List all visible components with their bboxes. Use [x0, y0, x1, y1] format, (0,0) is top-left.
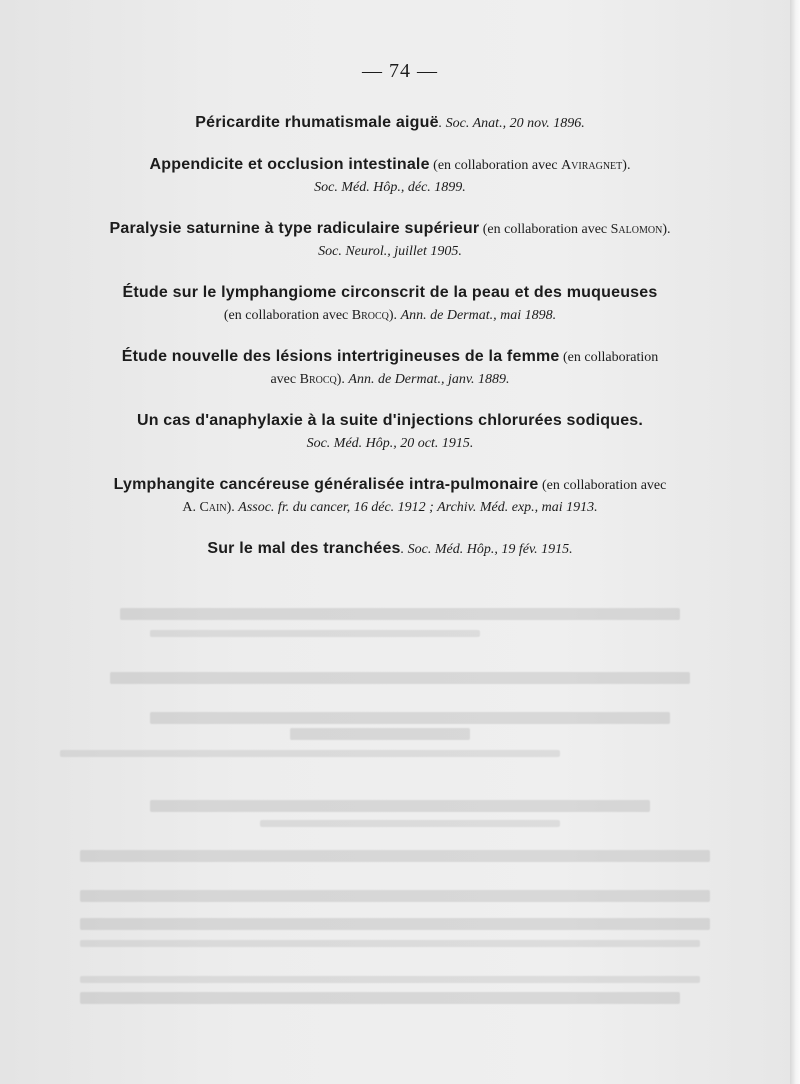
entry-note-end: ). — [622, 158, 631, 173]
entry-note-end: ). — [662, 222, 671, 237]
bibliography-entry — [60, 154, 720, 199]
entry-note-end: ). — [336, 372, 349, 387]
entry-note: (en collaboration avec — [429, 158, 562, 173]
bleed-through-background — [0, 600, 800, 1040]
bibliography-entry — [60, 474, 720, 519]
bibliography-entry — [60, 218, 720, 263]
entry-reference: Ann. de Dermat., janv. 1889. — [348, 372, 510, 387]
bibliography-entry — [60, 410, 720, 455]
entry-note-2: A. — [182, 500, 200, 515]
entry-title: Un cas d'anaphylaxie à la suite d'injections chlorurées sodiques. — [136, 412, 644, 429]
entry-reference: . Soc. Méd. Hôp., 19 fév. 1915. — [400, 542, 573, 557]
bibliography-entry — [60, 282, 720, 327]
bibliography-entry — [60, 538, 720, 561]
entry-note-end: ). — [388, 308, 401, 323]
entry-reference: Ann. de Dermat., mai 1898. — [400, 308, 557, 323]
entry-note-2: avec — [270, 372, 300, 387]
entry-reference: Soc. Méd. Hôp., déc. 1899. — [314, 180, 466, 195]
entry-title: Appendicite et occlusion intestinale — [149, 156, 430, 173]
entry-note: (en collaboration avec — [223, 308, 352, 323]
entry-title: Paralysie saturnine à type radiculaire supérieur — [109, 220, 480, 237]
entry-note-end: ). — [226, 500, 239, 515]
entry-coauthor: Brocq — [351, 308, 389, 323]
entry-title: Lymphangite cancéreuse généralisée intra-pulmonaire — [113, 476, 539, 493]
entry-reference: . Soc. Anat., 20 nov. 1896. — [438, 116, 585, 131]
page-number: — 74 — — [362, 60, 438, 82]
entry-coauthor: Salomon — [610, 222, 663, 237]
entry-note: (en collaboration avec — [479, 222, 611, 237]
entry-coauthor: Brocq — [299, 372, 337, 387]
entry-coauthor: Aviragnet — [561, 158, 623, 173]
entry-reference: Soc. Neurol., juillet 1905. — [318, 244, 462, 259]
bibliography-list — [60, 112, 720, 580]
entry-title: Sur le mal des tranchées — [207, 540, 401, 557]
entry-title: Étude sur le lymphangiome circonscrit de la peau et des muqueuses — [122, 284, 658, 301]
entry-title: Étude nouvelle des lésions intertrigineuses de la femme — [121, 348, 560, 365]
entry-coauthor: Cain — [199, 500, 227, 515]
entry-note: (en collaboration avec — [538, 478, 667, 493]
bibliography-entry — [60, 112, 720, 135]
entry-reference: Assoc. fr. du cancer, 16 déc. 1912 ; Archiv. Méd. exp., mai 1913. — [238, 500, 598, 515]
entry-title: Péricardite rhumatismale aiguë — [195, 114, 439, 131]
entry-note: (en collaboration — [559, 350, 659, 365]
bibliography-entry — [60, 346, 720, 391]
entry-reference: Soc. Méd. Hôp., 20 oct. 1915. — [306, 436, 474, 451]
